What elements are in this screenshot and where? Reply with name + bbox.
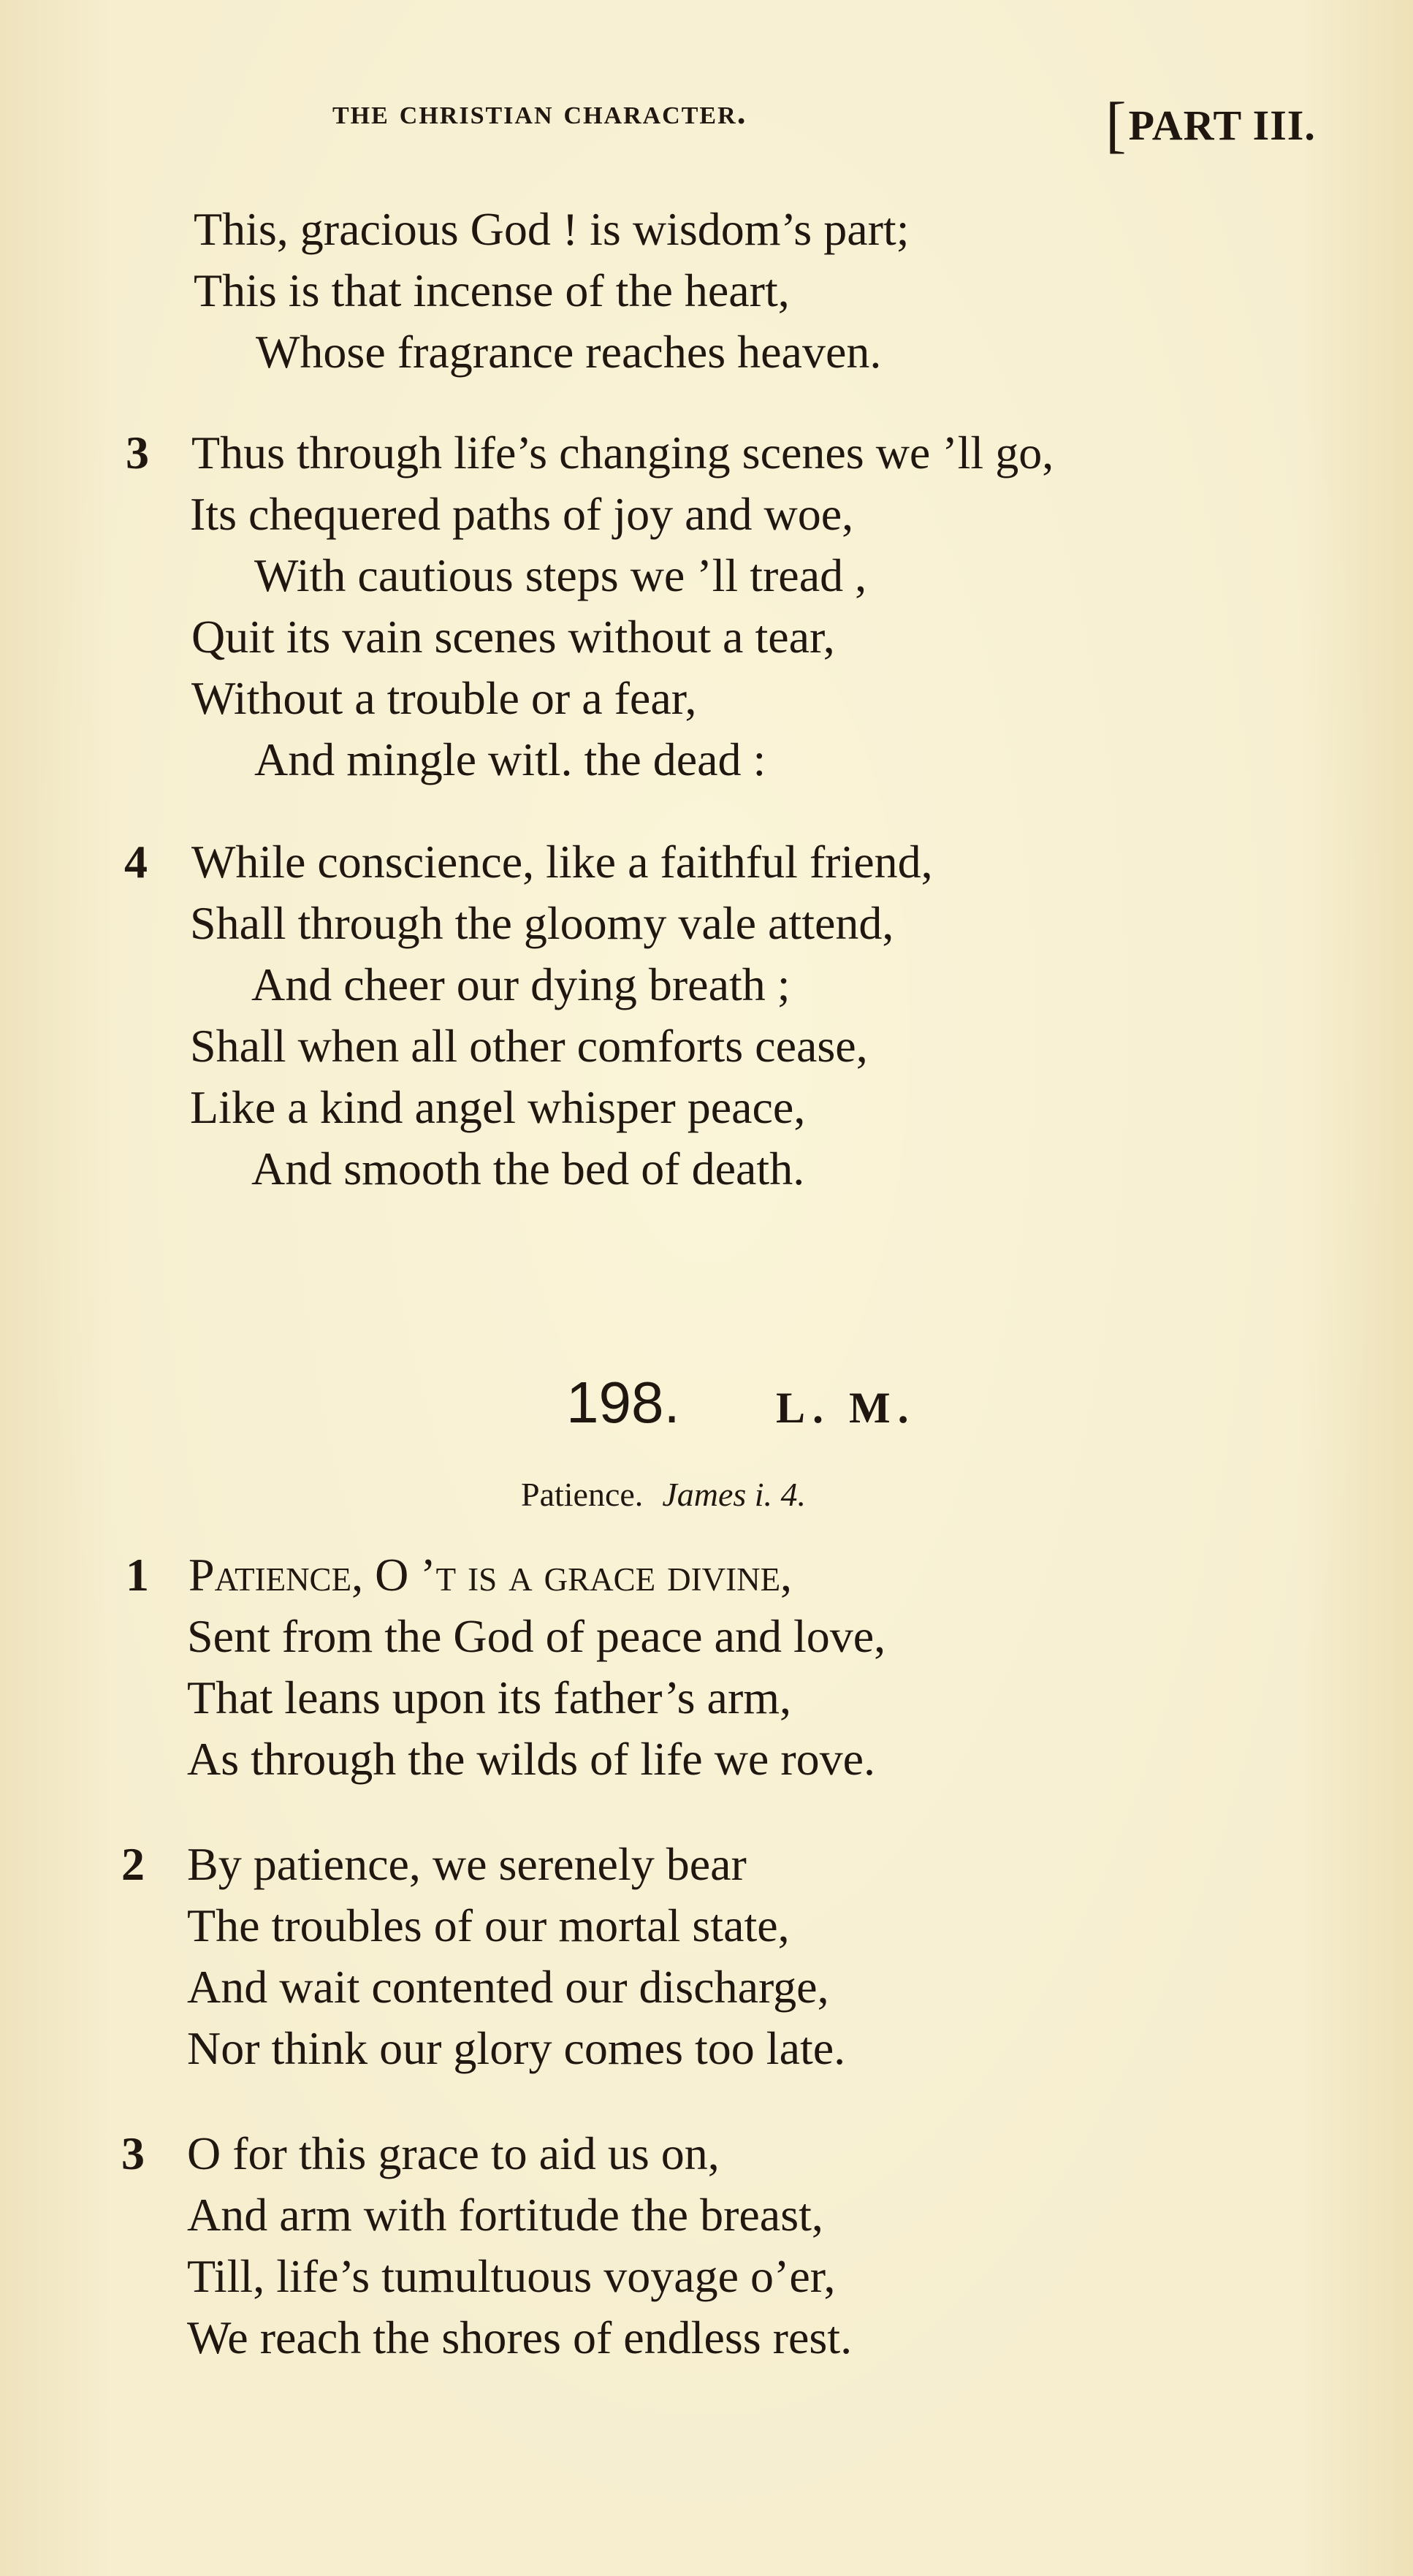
verse-line: Patience, O ’t is a grace divine, [188, 1549, 793, 1601]
verse-line: Quit its vain scenes without a tear, [191, 611, 835, 663]
hymn-number: 198. [566, 1370, 680, 1435]
stanza-number: 3 [126, 427, 149, 479]
verse-line: Till, life’s tumultuous voyage o’er, [187, 2250, 836, 2302]
verse-line: This is that incense of the heart, [194, 264, 790, 316]
verse-line: And smooth the bed of death. [251, 1143, 805, 1194]
verse-line: As through the wilds of life we rove. [187, 1733, 876, 1785]
stanza-number: 4 [124, 836, 148, 888]
subject-title: Patience. [521, 1476, 644, 1513]
stanza-number: 3 [121, 2127, 145, 2179]
section-part: PART III. [1128, 102, 1316, 149]
verse-line: And mingle witl. the dead : [254, 733, 766, 785]
verse-line: The troubles of our mortal state, [187, 1899, 790, 1951]
verse-line: Shall when all other comforts cease, [190, 1020, 868, 1072]
verse-line: Like a kind angel whisper peace, [190, 1081, 806, 1133]
verse-line: With cautious steps we ’ll tread , [254, 549, 867, 601]
verse-line: Its chequered paths of joy and woe, [190, 488, 854, 540]
verse-line: And cheer our dying breath ; [251, 959, 791, 1010]
hymn-subject [521, 1478, 806, 1512]
verse-line: That leans upon its father’s arm, [187, 1672, 792, 1723]
verse-line: By patience, we serenely bear [187, 1838, 747, 1890]
verse-line: Sent from the God of peace and love, [187, 1610, 886, 1662]
verse-line: O for this grace to aid us on, [187, 2127, 720, 2179]
verse-line: While conscience, like a faithful friend, [191, 836, 933, 888]
stanza-number: 1 [126, 1549, 149, 1601]
verse-line: We reach the shores of endless rest. [187, 2312, 853, 2363]
verse-line: Shall through the gloomy vale attend, [190, 897, 894, 949]
section-bracket: [ [1105, 89, 1127, 159]
running-title: the christian character. [332, 93, 747, 132]
verse-line: This, gracious God ! is wisdom’s part; [194, 203, 910, 255]
verse-line: And wait contented our discharge, [187, 1961, 829, 2013]
verse-line: Nor think our glory comes too late. [187, 2022, 846, 2074]
stanza-number: 2 [121, 1838, 145, 1890]
verse-line: Whose fragrance reaches heaven. [256, 326, 882, 378]
scripture-reference: James i. 4. [662, 1476, 807, 1513]
verse-line: Thus through life’s changing scenes we ’ll go, [191, 427, 1054, 479]
verse-line: And arm with fortitude the breast, [187, 2189, 823, 2241]
section-label [1105, 82, 1316, 159]
hymn-meter: L. M. [776, 1384, 916, 1432]
running-header [332, 89, 1316, 159]
verse-line: Without a trouble or a fear, [191, 672, 697, 724]
